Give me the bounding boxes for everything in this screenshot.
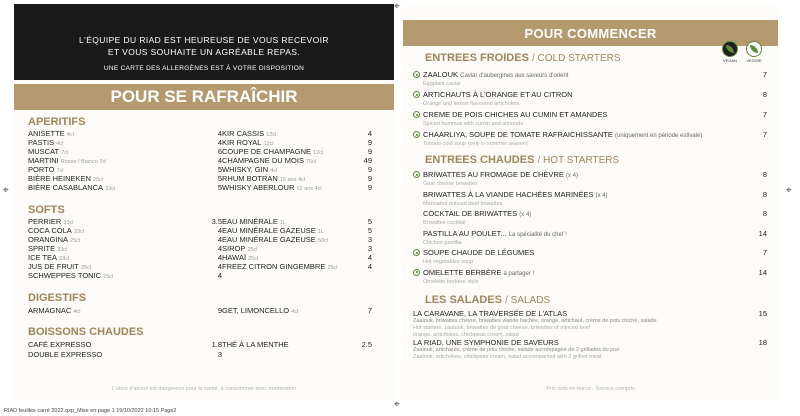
drink-name: KIR ROYAL [222,138,262,147]
menu-item [413,130,767,148]
salad-desc-en: Hot starters, zaalouk, briwattes de goat cheese, briwattes of minced beef [413,325,591,331]
drink-size: 25cl [70,238,81,244]
drink-size: 12 ans 4cl [296,186,322,192]
drink-name: PERRIER [28,217,62,226]
menu-item-name: CREME DE POIS CHICHES AU CUMIN ET AMANDES [423,110,608,119]
drink-name: BIÈRE CASABLANCA [28,183,104,192]
leaf-icon [726,45,734,53]
drink-name: ORANGINA [28,235,69,244]
menu-item-note: (uniquement en période estivale) [615,133,703,139]
menu-item [413,229,767,247]
menu-item-translation: Spiced hummus with cumin and almonds [423,121,523,127]
drink-size: 25cl [93,177,104,183]
drink-price: 4 [217,253,222,262]
vegan-badge: VEGAN [720,41,740,63]
drink-name: MUSCAT [28,147,60,156]
drinks-page [14,4,394,400]
price-notice: Prix nets en euros - Service compris [546,386,635,392]
menu-item-translation: Chicken pastilla [423,239,462,246]
drink-name: WHISKY ABERLOUR [222,183,295,192]
menu-item-price: 7 [762,70,767,79]
drink-name: JUS DE FRUIT [28,262,79,271]
salad-desc-en: orange, artichokes, chickpeas cream, salad [413,332,519,338]
allergen-notice: UNE CARTE DES ALLERGÈNES EST À VOTRE DISPOSITION [103,65,305,72]
menu-item-price: 8 [762,170,767,179]
menu-item-name: ARTICHAUTS À L'ORANGE ET AU CITRON [423,90,573,99]
digestifs-title: DIGESTIFS [28,292,87,304]
menu-item-note: (x 4) [565,173,578,179]
drink-name: PASTIS [28,138,55,147]
menu-item-translation: Omelette berbère style [423,278,479,285]
drink-name: THÉ À LA MENTHE [222,340,289,349]
drink-name: SPRITE [28,244,56,253]
drink-price: 9 [367,147,372,156]
alcohol-warning: L'abus d'alcool est dangereux pour la santé, à consommer avec modération [111,386,297,392]
drink-name: COUPE DE CHAMPAGNE [222,147,312,156]
drink-row [222,306,372,317]
aperitifs-title: APERITIFS [28,116,86,128]
drink-name: SCHWEPPES TONIC [28,271,102,280]
drink-name: CHAMPAGNE DU MOIS [222,156,304,165]
veggie-icon [413,91,420,98]
drink-name: PORTO [28,165,55,174]
drink-size: 33cl [105,186,116,192]
crop-mark-icon: ⌖ [394,1,400,12]
drink-size: 7cl [56,168,64,174]
menu-item [413,70,767,88]
drink-size: 7cl [61,150,69,156]
drink-name: HAWAÏ [222,253,247,262]
menu-item-name: OMELETTE BERBÈRE [423,267,502,277]
file-info: RIAD feuilles carré 2022.qxp_Mise en page 1 19/10/2022 10:15 Page2 [4,408,177,414]
menu-item-translation: Eggplant caviar [423,81,461,87]
drink-row [222,262,372,273]
drink-size: 33cl [73,229,84,235]
veggie-icon [413,71,420,78]
crop-mark-icon: ⌖ [394,399,400,410]
drink-price: 4 [217,226,222,235]
softs-title: SOFTS [28,204,65,216]
food-title: POUR COMMENCER [403,20,778,46]
drink-row [222,183,372,194]
salad-name: LA CARAVANE, LA TRAVERSÉE DE L'ATLAS [413,309,568,318]
drink-name: CAFÉ EXPRESSO [28,340,92,349]
menu-item-translation: Tomato cold soup (only in summer season) [423,141,528,147]
menu-item-price: 7 [762,248,767,257]
drink-row [28,306,222,317]
salad-desc: Zaalouk, briwattes chèvre, briwattes viande hachée, orange, artichaut, crème de pois chiche, salade [413,318,657,324]
drink-name: DOUBLE EXPRESSO [28,350,103,359]
menu-item-name: COCKTAIL DE BRIWATTES [423,209,518,218]
drink-size: 33cl [57,247,68,253]
drink-price: 9 [367,174,372,183]
menu-item [413,90,767,108]
drink-price: 7 [367,306,372,315]
drink-size: 25cl [327,265,338,271]
menu-item-name: SOUPE CHAUDE DE LÉGUMES [423,248,535,257]
drink-price: 9 [367,138,372,147]
leaf-icon [750,45,758,53]
salad-desc: Zaalouk, artichauts, crème de pois chiche, salade accompagné de 2 grillades du jour [413,347,620,353]
salad-price: 15 [758,309,767,318]
menu-item [413,170,767,188]
menu-item-translation: Briwattes cocktail [423,220,466,226]
menu-item-note: La spécialité du chef ! [508,231,567,238]
drink-size: 25cl [248,256,259,262]
drink-price: 5 [367,217,372,226]
drink-name: ANISETTE [28,129,65,138]
drink-price: 9 [217,306,222,315]
drink-price: 4 [217,129,222,138]
drink-size: 33cl [59,256,70,262]
drink-price: 4 [217,271,222,280]
drink-price: 49 [363,156,372,165]
drink-price: 3 [217,350,222,359]
menu-item-price: 7 [762,130,767,139]
menu-item [413,268,767,286]
salad-item [413,309,767,339]
welcome-header [14,4,394,80]
drink-size: 4cl [291,309,299,315]
drink-price: 4 [367,129,372,138]
menu-item-price: 7 [762,110,767,119]
menu-item-note: (x 4) [595,192,608,199]
menu-item-translation: Orange and lemon flavoured artichokes [423,101,520,107]
drink-name: SIROP [222,244,246,253]
menu-item-note: (x 4) [519,212,532,218]
drink-name: EAU MINÉRALE GAZEUSE [222,235,316,244]
welcome-text: L'ÉQUIPE DU RIAD EST HEUREUSE DE VOUS RECEVOIR ET VOUS SOUHAITE UN AGRÉABLE REPAS. [79,35,329,57]
drink-size: 25cl [103,274,114,280]
menu-item-price: 14 [758,267,767,277]
drink-price: 1.8 [211,340,222,349]
menu-item-price: 8 [762,189,767,199]
drink-price: 4 [217,262,222,271]
drink-price: 3.5 [211,217,222,226]
drink-size: 1L [317,229,324,235]
salades-title: LES SALADES / SALADS [425,294,551,306]
drink-name: EAU MINÉRALE [222,217,278,226]
menu-item [413,209,767,227]
drink-size: 15 ans 4cl [279,177,306,183]
drink-price: 9 [367,183,372,192]
drink-name: KIR CASSIS [222,129,265,138]
menu-item-price: 8 [762,90,767,99]
boissons-chaudes-title: BOISSONS CHAUDES [28,326,144,338]
veggie-badge: VEGGIE [743,41,765,63]
menu-item-name: CHAARLIYA, SOUPE DE TOMATE RAFRAICHISSANTE [423,130,613,139]
drink-name: EAU MINÉRALE GAZEUSE [222,226,316,235]
drink-name: RHUM BOTRAN [222,174,278,183]
drink-name: GET, LIMONCELLO [222,306,290,315]
drink-size: 4cl [66,132,74,138]
drink-price: 3 [367,244,372,253]
veggie-icon [413,269,420,276]
drink-price: 6 [217,147,222,156]
drink-size: 4cl [56,141,64,147]
drink-size: 50cl [317,238,328,244]
drink-size: 12cl [263,141,274,147]
drinks-title: POUR SE RAFRAÎCHIR [14,84,394,110]
drink-name: BIÈRE HEINEKEN [28,174,91,183]
menu-item-price: 8 [762,209,767,218]
drink-price: 5 [217,183,222,192]
salad-item [413,338,767,361]
drink-size: Rosso / Bianco 7cl [60,159,107,165]
drink-price: 4 [217,156,222,165]
drink-size: 33cl [63,220,74,226]
salad-desc-en: Zaalouk, artichokes, chickpeas cream, salad accompanied with 2 grilled meat [413,354,602,360]
drink-name: MARTINI [28,156,59,165]
drink-size: 12cl [313,150,324,156]
drink-size: 1L [279,220,287,226]
menu-item-note: Caviar d'aubergines aux saveurs d'orient [460,73,569,79]
drink-size: 25cl [80,265,92,271]
menu-item-translation: Goat cheese briwattes [423,181,478,187]
entrees-chaudes-title: ENTREES CHAUDES / HOT STARTERS [425,154,620,166]
drink-row [28,271,222,282]
crop-mark-icon: ⌖ [3,185,9,196]
drink-price: 5 [217,174,222,183]
salad-price: 18 [758,338,767,347]
menu-item [413,190,767,208]
menu-item-name: ZAALOUK [423,70,459,79]
food-page [403,4,778,400]
drink-name: COCA COLA [28,226,72,235]
drink-size: 4cl [73,309,81,315]
drink-price: 2.5 [361,340,372,349]
menu-item-price: 14 [758,228,767,238]
menu-item-translation: Marinated minced beef briwattes [423,200,503,207]
drink-size: 25cl [247,247,258,253]
salad-name: LA RIAD, UNE SYMPHONIE DE SAVEURS [413,338,559,347]
drink-price: 4 [367,262,372,271]
drink-price: 3 [367,235,372,244]
menu-item-note: à partager ! [503,270,535,277]
drink-price: 9 [367,165,372,174]
drink-price: 4 [367,253,372,262]
drink-price: 4 [217,138,222,147]
entrees-froides-title: ENTREES FROIDES / COLD STARTERS [425,52,621,64]
drink-price: 4 [217,244,222,253]
crop-mark-icon: ⌖ [786,185,792,196]
drink-name: ARMAGNAC [28,306,72,315]
drink-price: 5 [367,226,372,235]
menu-item-name: BRIWATTES AU FROMAGE DE CHÈVRE [423,170,564,179]
veggie-icon [413,171,420,178]
drink-row [28,350,222,361]
drink-price: 5 [217,165,222,174]
drink-size: 75cl [306,159,317,165]
drink-size: 12cl [266,132,277,138]
veggie-icon [413,131,420,138]
drink-price: 4 [217,235,222,244]
veggie-icon [413,111,420,118]
drink-size: 4cl [270,168,278,174]
menu-item-name: PASTILLA AU POULET... [423,228,507,238]
drink-name: FREEZ CITRON GINGEMBRE [222,262,326,271]
drink-row [28,183,222,194]
drink-name: ICE TEA [28,253,58,262]
veggie-icon [413,249,420,256]
menu-item [413,248,767,266]
drink-name: WHISKY, GIN [222,165,269,174]
menu-item [413,110,767,128]
menu-item-translation: Hot vegetables soup [423,259,474,265]
menu-item-name: BRIWATTES À LA VIANDE HACHÉES MARINÉES [423,189,594,199]
drink-row [222,340,372,351]
